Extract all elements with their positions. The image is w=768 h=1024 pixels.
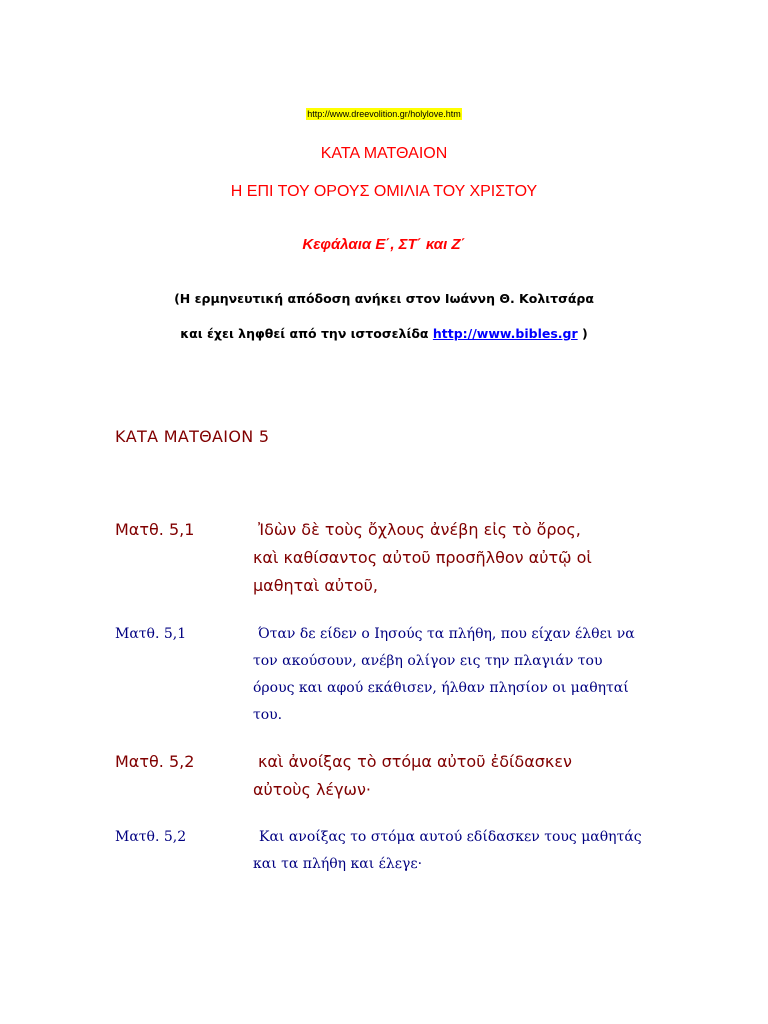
verse-text [253, 516, 653, 600]
source-url-text[interactable]: http://www.dreevolition.gr/holylove.htm [307, 109, 461, 119]
verse-ref: Ματθ. 5,1 [115, 520, 195, 539]
verse-line: του. [253, 707, 283, 723]
verse-text [253, 748, 653, 804]
verse-text [253, 824, 653, 878]
verse-line: τον ακούσουν, ανέβη ολίγον εις την πλαγιάν του [253, 653, 603, 669]
verse-line: όρους και αφού εκάθισεν, ήλθαν πλησίον οι μαθηταί [253, 680, 629, 696]
chapter-heading: ΚΑΤΑ ΜΑΤΘΑΙΟΝ 5 [115, 427, 270, 446]
verse-ref: Ματθ. 5,2 [115, 752, 195, 771]
verse-ref: Ματθ. 5,2 [115, 829, 187, 845]
verse-line: Και ανοίξας το στόμα αυτού εδίδασκεν τους μαθητάς [259, 829, 642, 845]
attribution-line-1: (Η ερμηνευτική απόδοση ανήκει στον Ιωάννη Θ. Κολιτσάρα [174, 291, 594, 306]
attribution-line-2 [0, 326, 768, 341]
verse-line: Ἰδὼν δὲ τοὺς ὄχλους ἀνέβη εἰς τὸ ὄρος, [258, 520, 581, 539]
verse-ref: Ματθ. 5,1 [115, 626, 187, 642]
verse-line: καὶ ἀνοίξας τὸ στόμα αὐτοῦ ἐδίδασκεν [258, 752, 572, 771]
verse-line: και τα πλήθη και έλεγε· [253, 856, 423, 872]
verse-text [253, 621, 653, 729]
verse-line: μαθηταὶ αὐτοῦ, [253, 576, 378, 595]
sermon-title: Η ΕΠΙ ΤΟΥ ΟΡΟΥΣ ΟΜΙΛΙΑ ΤΟΥ ΧΡΙΣΤΟΥ [230, 183, 538, 200]
verse-line: καὶ καθίσαντος αὐτοῦ προσῆλθον αὐτῷ οἱ [253, 548, 592, 567]
verse-line: αὐτοὺς λέγων· [253, 780, 371, 799]
attribution-suffix: ) [577, 326, 588, 341]
attribution-prefix: και έχει ληφθεί από την ιστοσελίδα [180, 326, 429, 341]
bibles-link[interactable]: http://www.bibles.gr [432, 326, 578, 341]
chapters-label: Κεφάλαια Ε΄, ΣΤ΄ και Ζ΄ [302, 236, 466, 253]
verse-line: Όταν δε είδεν ο Ιησούς τα πλήθη, που είχαν έλθει να [258, 626, 635, 642]
source-url [0, 102, 768, 121]
book-title: ΚΑΤΑ ΜΑΤΘΑΙΟΝ [320, 145, 448, 162]
